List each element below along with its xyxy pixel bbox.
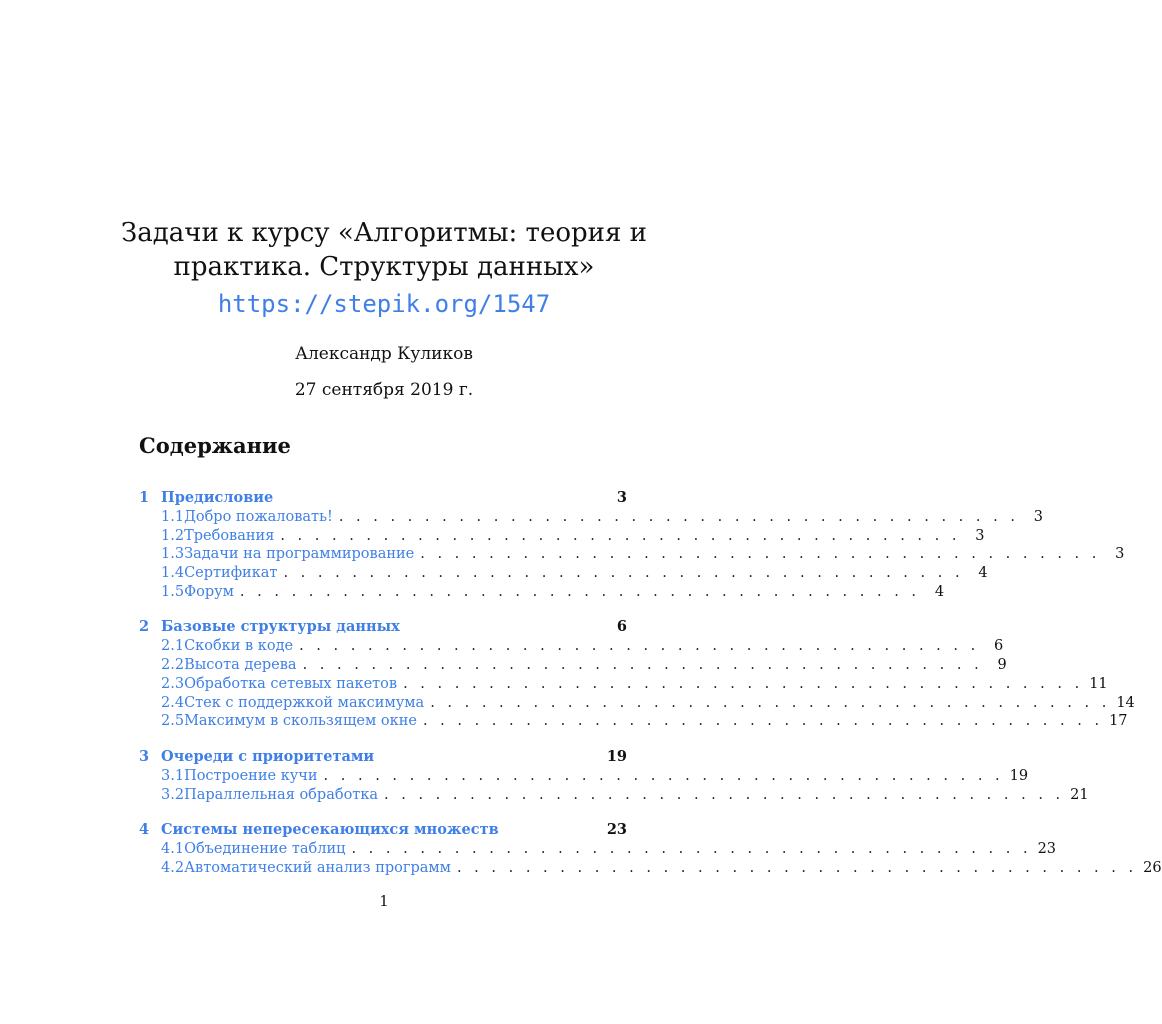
subsection-label: Стек с поддержкой максимума — [184, 694, 425, 711]
subsection-page: 23 — [1037, 841, 1057, 858]
table-of-contents — [139, 488, 1162, 894]
subsection-page: 3 — [1115, 546, 1125, 563]
subsection-page: 17 — [1109, 713, 1128, 730]
subsection-page: 6 — [993, 638, 1004, 655]
toc-section-entry[interactable] — [139, 488, 627, 508]
subsection-label: Обработка сетевых пакетов — [184, 675, 398, 692]
section-number: 3 — [139, 747, 150, 765]
leader-dots: . . . . . . . . . . . . . . . . . . . . . . . . . . . . . . . . . . . . . . . . — [323, 767, 1004, 784]
leader-dots: . . . . . . . . . . . . . . . . . . . . . . . . . . . . . . . . . . . . . . . . — [403, 675, 1084, 692]
subsection-label: Скобки в коде — [184, 638, 294, 655]
subsection-label: Объединение таблиц — [184, 841, 346, 858]
toc-section-1 — [139, 488, 1125, 601]
subsection-number: 1.1 — [161, 509, 185, 525]
toc-subsection-entry[interactable] — [139, 637, 1004, 656]
toc-section-entry[interactable] — [139, 747, 627, 767]
toc-heading: Содержание — [139, 433, 291, 458]
subsection-label: Форум — [184, 583, 234, 600]
section-label: Базовые структуры данных — [161, 618, 400, 636]
subsection-page: 4 — [934, 583, 945, 600]
leader-dots: . . . . . . . . . . . . . . . . . . . . . . . . . . . . . . . . . . . . . . . . — [384, 786, 1065, 803]
toc-subsection-entry[interactable] — [139, 545, 1125, 564]
toc-subsection-entry[interactable] — [139, 508, 1043, 527]
section-number: 4 — [139, 821, 150, 839]
title-line-1: Задачи к курсу «Алгоритмы: теория и — [121, 218, 647, 248]
leader-dots: . . . . . . . . . . . . . . . . . . . . . . . . . . . . . . . . . . . . . . . . — [239, 583, 921, 600]
leader-dots: . . . . . . . . . . . . . . . . . . . . . . . . . . . . . . . . . . . . . . . . — [420, 546, 1101, 563]
subsection-page: 26 — [1143, 859, 1162, 876]
toc-subsection-entry[interactable] — [139, 656, 1007, 675]
subsection-number: 1.5 — [161, 583, 185, 600]
toc-subsection-entry[interactable] — [139, 840, 1057, 859]
section-number: 1 — [139, 489, 150, 506]
subsection-label: Требования — [184, 527, 275, 544]
toc-section-entry[interactable] — [139, 820, 627, 840]
page-number: 1 — [379, 894, 389, 910]
subsection-number: 4.1 — [161, 841, 185, 858]
document-date: 27 сентября 2019 г. — [294, 380, 474, 400]
subsection-number: 2.3 — [161, 675, 185, 692]
subsection-page: 9 — [997, 657, 1007, 674]
subsection-number: 2.1 — [161, 638, 185, 655]
toc-section-entry[interactable] — [139, 617, 627, 637]
toc-subsection-entry[interactable] — [139, 527, 985, 546]
toc-subsection-entry[interactable] — [139, 767, 1029, 786]
subsection-page: 3 — [975, 527, 985, 544]
subsection-page: 4 — [978, 565, 988, 582]
section-label: Системы непересекающихся множеств — [161, 821, 499, 839]
subsection-label: Добро пожаловать! — [184, 509, 333, 525]
subsection-number: 1.3 — [161, 546, 185, 563]
section-number: 2 — [139, 618, 150, 636]
leader-dots: . . . . . . . . . . . . . . . . . . . . . . . . . . . . . . . . . . . . . . . . — [280, 527, 961, 544]
section-page: 6 — [616, 618, 627, 636]
toc-subsection-entry[interactable] — [139, 786, 1089, 805]
toc-section-4 — [139, 820, 1162, 877]
leader-dots: . . . . . . . . . . . . . . . . . . . . . . . . . . . . . . . . . . . . . . . . — [351, 841, 1032, 858]
subsection-page: 21 — [1070, 786, 1089, 803]
subsection-label: Задачи на программирование — [184, 546, 415, 563]
subsection-number: 2.5 — [161, 713, 185, 730]
subsection-label: Параллельная обработка — [184, 786, 379, 803]
title-line-2: практика. Структуры данных» — [173, 252, 595, 282]
course-link[interactable]: https://stepik.org/1547 — [217, 290, 551, 318]
leader-dots: . . . . . . . . . . . . . . . . . . . . . . . . . . . . . . . . . . . . . . . . — [299, 638, 980, 655]
toc-subsection-entry[interactable] — [139, 583, 945, 602]
toc-section-3 — [139, 747, 1089, 804]
section-page: 3 — [616, 489, 627, 506]
subsection-label: Сертификат — [184, 565, 278, 582]
subsection-label: Высота дерева — [184, 657, 297, 674]
toc-subsection-entry[interactable] — [139, 694, 1135, 713]
subsection-number: 4.2 — [161, 859, 185, 876]
subsection-number: 2.2 — [161, 657, 185, 674]
toc-subsection-entry[interactable] — [139, 712, 1128, 731]
subsection-number: 1.4 — [161, 565, 185, 582]
subsection-page: 11 — [1089, 675, 1108, 692]
subsection-number: 1.2 — [161, 527, 185, 544]
leader-dots: . . . . . . . . . . . . . . . . . . . . . . . . . . . . . . . . . . . . . . . . — [430, 694, 1111, 711]
subsection-page: 19 — [1009, 767, 1029, 784]
leader-dots: . . . . . . . . . . . . . . . . . . . . . . . . . . . . . . . . . . . . . . . . — [302, 657, 983, 674]
leader-dots: . . . . . . . . . . . . . . . . . . . . . . . . . . . . . . . . . . . . . . . . — [338, 509, 1019, 525]
section-page: 23 — [606, 821, 627, 839]
section-label: Предисловие — [161, 489, 274, 506]
subsection-number: 2.4 — [161, 694, 185, 711]
section-page: 19 — [606, 747, 627, 765]
leader-dots: . . . . . . . . . . . . . . . . . . . . . . . . . . . . . . . . . . . . . . . . — [283, 565, 964, 582]
subsection-label: Построение кучи — [184, 767, 318, 784]
document-title — [0, 216, 768, 284]
subsection-page: 3 — [1033, 509, 1043, 525]
author-name: Александр Куликов — [295, 344, 473, 364]
leader-dots: . . . . . . . . . . . . . . . . . . . . . . . . . . . . . . . . . . . . . . . . — [456, 859, 1138, 876]
toc-section-2 — [139, 617, 1135, 730]
subsection-number: 3.1 — [161, 767, 185, 784]
subsection-label: Максимум в скользящем окне — [184, 713, 417, 730]
subsection-page: 14 — [1116, 694, 1135, 711]
subsection-number: 3.2 — [161, 786, 185, 803]
leader-dots: . . . . . . . . . . . . . . . . . . . . . . . . . . . . . . . . . . . . . . . . — [422, 713, 1104, 730]
subsection-label: Автоматический анализ программ — [184, 859, 451, 876]
toc-subsection-entry[interactable] — [139, 675, 1108, 694]
toc-subsection-entry[interactable] — [139, 564, 988, 583]
toc-subsection-entry[interactable] — [139, 859, 1162, 878]
section-label: Очереди с приоритетами — [161, 747, 375, 765]
